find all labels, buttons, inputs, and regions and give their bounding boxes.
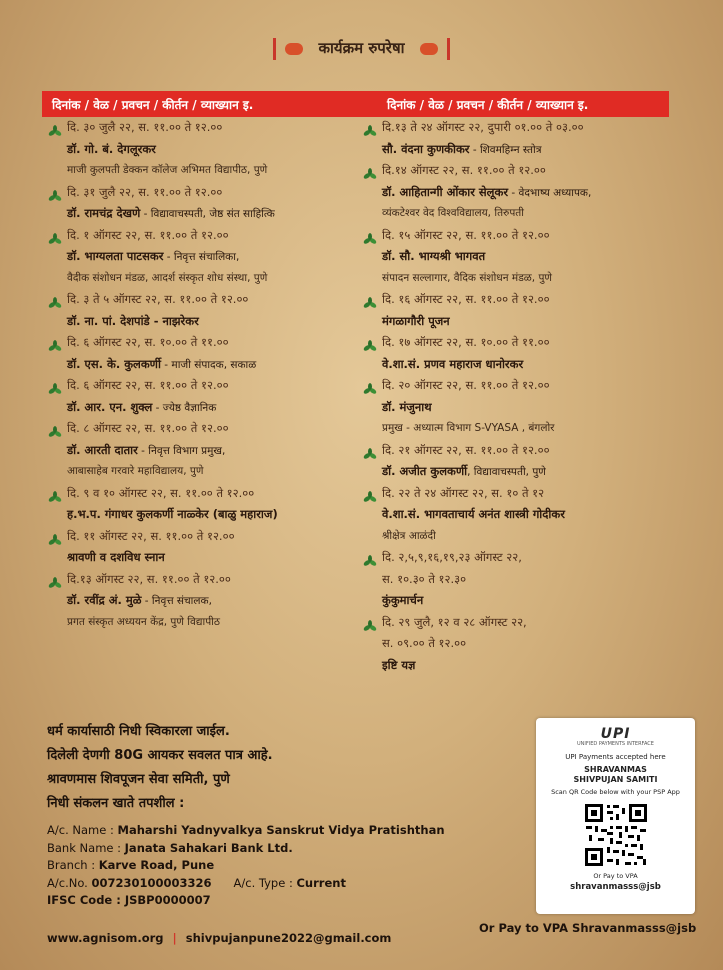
entry-speaker xyxy=(360,251,680,273)
speaker-name: डॉ. रामचंद्र देखणे xyxy=(67,206,141,220)
entry-date-text: दि. ८ ऑगस्ट २२, स. ११.०० ते १२.०० xyxy=(67,421,229,435)
acno-label: A/c.No. xyxy=(47,875,92,890)
schedule-entry xyxy=(45,294,365,337)
entry-date xyxy=(45,122,365,144)
entry-date xyxy=(360,614,680,639)
entry-date-text: दि. २९ जुलै, १२ व २८ ऑगस्ट २२, xyxy=(382,614,527,629)
entry-date-text: दि. १ ऑगस्ट २२, स. ११.०० ते १२.०० xyxy=(67,227,229,242)
donation-line: श्रावणमास शिवपूजन सेवा समिती, पुणे xyxy=(47,772,230,787)
leaf-icon xyxy=(48,124,62,138)
entry-date-text: दि. १७ ऑगस्ट २२, स. १०.०० ते ११.०० xyxy=(382,335,550,349)
entry-speaker xyxy=(45,552,365,574)
entry-subtitle: प्रमुख - अध्यात्म विभाग S-VYASA , बंगलोर xyxy=(382,422,555,434)
leaf-icon xyxy=(48,576,62,590)
entry-date-text: दि. २२ ते २४ ऑगस्ट २२, स. १० ते १२ xyxy=(382,485,545,500)
donation-info xyxy=(47,720,273,816)
schedule-entry xyxy=(360,380,680,445)
leaf-icon xyxy=(363,619,377,633)
speaker-name: डॉ. आर. एन. शुक्ल xyxy=(67,399,153,414)
email-link[interactable]: shivpujanpune2022@gmail.com xyxy=(185,931,392,945)
entry-date-text: दि. ६ ऑगस्ट २२, स. १०.०० ते ११.०० xyxy=(67,335,229,349)
entry-date xyxy=(45,571,365,596)
speaker-description: - ज्येष्ठ वैज्ञानिक xyxy=(152,401,217,414)
entry-subtitle: माजी कुलपती डेक्कन कॉलेज अभिमत विद्यापीठ, पुणे xyxy=(67,164,268,176)
speaker-name: डॉ. आरती दातार xyxy=(67,442,138,457)
entry-speaker xyxy=(45,251,365,273)
flower-icon-left xyxy=(285,43,303,55)
entry-speaker xyxy=(360,141,680,166)
ifsc-label: IFSC Code : xyxy=(47,893,125,907)
leaf-icon xyxy=(48,490,62,504)
entry-speaker xyxy=(360,466,680,488)
entry-date-text: दि. ३१ जुलै २२, स. ११.०० ते १२.०० xyxy=(67,184,223,199)
donation-line: निधी संकलन खाते तपशील : xyxy=(47,796,185,811)
entry-subtitle: वैदीक संशोधन मंडळ, आदर्श संस्कृत शोध संस्था, पुणे xyxy=(67,271,268,284)
entry-speaker xyxy=(360,509,680,531)
speaker-description: - निवृत्त विभाग प्रमुख, xyxy=(137,444,226,457)
speaker-name: डॉ. एस. के. कुलकर्णी xyxy=(67,356,161,371)
speaker-name: वे.शा.सं. भागवताचार्य अनंत शास्त्री गोदीकर xyxy=(382,507,565,521)
entry-date xyxy=(360,552,680,574)
entry-speaker xyxy=(45,356,365,381)
entry-date xyxy=(45,380,365,402)
bank-name: Janata Sahakari Bank Ltd. xyxy=(124,840,293,855)
schedule-entry xyxy=(360,614,680,682)
leaf-icon xyxy=(48,425,62,439)
page-title: कार्यक्रम रुपरेषा xyxy=(318,39,405,57)
bank-details xyxy=(47,822,445,910)
speaker-name: इष्टि यज्ञ xyxy=(382,657,416,672)
speaker-name: डॉ. सौ. भाग्यश्री भागवत xyxy=(382,249,486,263)
entry-speaker xyxy=(45,313,365,338)
leaf-icon xyxy=(363,232,377,246)
qr-code[interactable] xyxy=(583,802,649,868)
entry-date xyxy=(45,184,365,209)
right-schedule-column xyxy=(360,122,680,681)
branch-label: Branch : xyxy=(47,858,99,872)
header-left: दिनांक / वेळ / प्रवचन / कीर्तन / व्याख्यान इ. xyxy=(52,98,254,112)
title-bar-left xyxy=(273,38,276,60)
schedule-entry xyxy=(45,184,365,230)
schedule-entry xyxy=(360,294,680,337)
entry-date-text: दि. १६ ऑगस्ट २२, स. ११.०० ते १२.०० xyxy=(382,292,550,306)
schedule-entry xyxy=(360,485,680,553)
entry-speaker xyxy=(360,356,680,381)
entry-date xyxy=(45,528,365,553)
entry-date xyxy=(360,165,680,187)
leaf-icon xyxy=(363,490,377,504)
speaker-name: ह.भ.प. गंगाधर कुलकर्णी नाळ्केर (बाळु महाराज) xyxy=(67,507,278,521)
entry-speaker xyxy=(45,208,365,230)
speaker-description: - शिवमहिम्न स्तोत्र xyxy=(469,143,542,156)
entry-time: स. ०९.०० ते १२.०० xyxy=(382,636,467,650)
title-bar-right xyxy=(447,38,450,60)
donation-line: दिलेली देणगी 80G आयकर सवलत पात्र आहे. xyxy=(47,748,273,763)
or-pay-vpa: Or Pay to VPA Shravanmasss@jsb xyxy=(479,921,697,935)
leaf-icon xyxy=(363,554,377,568)
upi-accepted-text: UPI Payments accepted here xyxy=(565,753,666,761)
leaf-icon xyxy=(48,232,62,246)
speaker-name: डॉ. ना. पां. देशपांडे - नाझरेकर xyxy=(67,313,199,328)
entry-time: स. १०.३० ते १२.३० xyxy=(382,571,467,586)
footer-contact xyxy=(47,931,391,945)
account-name: Maharshi Yadnyvalkya Sanskrut Vidya Pratishthan xyxy=(117,823,445,837)
schedule-entry xyxy=(360,165,680,230)
leaf-icon xyxy=(48,189,62,203)
entry-speaker xyxy=(45,442,365,467)
entry-date-text: दि.१३ ते २४ ऑगस्ट २२, दुपारी ०१.०० ते ०३.०० xyxy=(382,120,584,134)
schedule-entry xyxy=(45,227,365,295)
header-band xyxy=(42,91,669,117)
actype-label: A/c. Type : xyxy=(233,875,297,890)
speaker-description: - वेदभाष्य अध्यापक, xyxy=(508,186,592,199)
entry-date-text: दि.१३ ऑगस्ट २२, स. ११.०० ते १२.०० xyxy=(67,571,231,586)
entry-speaker xyxy=(360,595,680,617)
acname-label: A/c. Name : xyxy=(47,823,118,837)
speaker-name: डॉ. रवींद्र अं. मुळे xyxy=(67,593,142,607)
entry-date-text: दि. ३० जुलै २२, स. ११.०० ते १२.०० xyxy=(67,120,223,134)
speaker-description: - माजी संपादक, सकाळ xyxy=(160,358,257,371)
entry-date xyxy=(360,380,680,402)
speaker-description: , विद्यावाचस्पती, पुणे xyxy=(467,466,546,478)
entry-date xyxy=(45,227,365,252)
account-type: Current xyxy=(296,875,346,890)
donation-line: धर्म कार्यासाठी निधी स्विकारला जाईल. xyxy=(47,724,230,739)
schedule-entry xyxy=(45,423,365,488)
upi-logo-subtitle: UNIFIED PAYMENTS INTERFACE xyxy=(577,741,654,747)
leaf-icon xyxy=(363,339,377,353)
entry-date xyxy=(45,294,365,316)
schedule-entry xyxy=(360,552,680,617)
speaker-name: डॉ. भाग्यलता पाटसकर xyxy=(67,249,164,263)
speaker-description: - विद्यावाचस्पती, जेष्ठ संत साहित्कि xyxy=(140,208,275,220)
schedule-entry xyxy=(360,122,680,165)
entry-subtitle: प्रगत संस्कृत अध्ययन केंद्र, पुणे विद्यापीठ xyxy=(67,615,220,628)
speaker-name: मंगळागौरी पूजन xyxy=(382,313,450,328)
ifsc-code: JSBP0000007 xyxy=(124,893,211,907)
footer-separator: | xyxy=(172,931,177,945)
entry-date xyxy=(360,337,680,359)
speaker-name: डॉ. आहितान्गी ओंकार सेलूकर xyxy=(382,184,509,199)
entry-date xyxy=(360,227,680,252)
entry-speaker xyxy=(360,184,680,209)
schedule-entry xyxy=(360,442,680,488)
leaf-icon xyxy=(48,339,62,353)
entry-subtitle: आबासाहेब गरवारे महाविद्यालय, पुणे xyxy=(67,465,204,477)
entry-speaker xyxy=(45,509,365,531)
entry-date xyxy=(360,294,680,316)
entry-date-text: दि. २० ऑगस्ट २२, स. ११.०० ते १२.०० xyxy=(382,378,550,392)
schedule-entry xyxy=(45,122,365,187)
branch-name: Karve Road, Pune xyxy=(98,858,215,872)
entry-date xyxy=(45,423,365,445)
speaker-name: सौ. वंदना कुणकीकर xyxy=(382,141,470,156)
schedule-entry xyxy=(45,571,365,639)
entry-date xyxy=(360,442,680,467)
leaf-icon xyxy=(363,447,377,461)
entry-date-text: दि.१४ ऑगस्ट २२, स. ११.०० ते १२.०० xyxy=(382,163,546,177)
entry-date-text: दि. ६ ऑगस्ट २२, स. ११.०० ते १२.०० xyxy=(67,378,229,392)
speaker-name: डॉ. मंजुनाथ xyxy=(382,399,432,414)
entry-speaker xyxy=(45,141,365,166)
entry-date-text: दि. ३ ते ५ ऑगस्ट २२, स. ११.०० ते १२.०० xyxy=(67,292,249,306)
speaker-name: श्रावणी व दशविध स्नान xyxy=(67,550,165,564)
upi-payee-name-1: SHRAVANMAS xyxy=(584,765,647,774)
flower-icon-right xyxy=(420,43,438,55)
speaker-description: - निवृत्त संचालिका, xyxy=(163,251,240,263)
entry-date xyxy=(360,122,680,144)
upi-or-text: Or Pay to VPA xyxy=(593,872,638,880)
entry-date-text: दि. ११ ऑगस्ट २२, स. ११.०० ते १२.०० xyxy=(67,528,235,543)
entry-date-text: दि. २,५,९,१६,१९,२३ ऑगस्ट २२, xyxy=(382,550,522,564)
schedule-entry xyxy=(45,337,365,380)
speaker-name: डॉ. अजीत कुलकर्णी xyxy=(382,464,468,478)
leaf-icon xyxy=(363,382,377,396)
entry-date-text: दि. १५ ऑगस्ट २२, स. ११.०० ते १२.०० xyxy=(382,227,550,242)
speaker-description: - निवृत्त संचालक, xyxy=(141,595,212,607)
header-right: दिनांक / वेळ / प्रवचन / कीर्तन / व्याख्यान इ. xyxy=(387,98,589,112)
entry-subtitle: श्रीक्षेत्र आळंदी xyxy=(382,529,436,542)
schedule-entry xyxy=(360,337,680,380)
entry-speaker xyxy=(360,313,680,338)
leaf-icon xyxy=(48,382,62,396)
schedule-entry xyxy=(360,227,680,295)
upi-scan-text: Scan QR Code below with your PSP App xyxy=(551,788,680,796)
entry-speaker xyxy=(360,399,680,424)
entry-date xyxy=(360,485,680,510)
entry-speaker xyxy=(360,657,680,682)
entry-subtitle: संपादन सल्लागार, वैदिक संशोधन मंडळ, पुणे xyxy=(382,271,553,284)
entry-speaker xyxy=(45,399,365,424)
speaker-name: डॉ. गो. बं. देगलूरकर xyxy=(67,141,156,156)
entry-date-text: दि. ९ व १० ऑगस्ट २२, स. ११.०० ते १२.०० xyxy=(67,485,255,500)
title-block xyxy=(0,36,723,60)
entry-subtitle: व्यंकटेश्वर वेद विश्वविद्यालय, तिरुपती xyxy=(382,207,525,219)
entry-date xyxy=(45,337,365,359)
upi-vpa: shravanmasss@jsb xyxy=(570,882,661,892)
leaf-icon xyxy=(363,167,377,181)
leaf-icon xyxy=(363,124,377,138)
website-link[interactable]: www.agnisom.org xyxy=(47,931,164,945)
leaf-icon xyxy=(48,533,62,547)
leaf-icon xyxy=(48,296,62,310)
upi-card xyxy=(536,718,695,914)
bankname-label: Bank Name : xyxy=(47,840,125,855)
leaf-icon xyxy=(363,296,377,310)
entry-date-text: दि. २१ ऑगस्ट २२, स. ११.०० ते १२.०० xyxy=(382,442,550,457)
entry-speaker xyxy=(45,595,365,617)
qr-code-image xyxy=(583,802,649,868)
upi-logo: UPI xyxy=(600,726,631,742)
schedule-entry xyxy=(45,528,365,574)
upi-payee-name-2: SHIVPUJAN SAMITI xyxy=(573,775,658,784)
speaker-name: कुंकुमार्चन xyxy=(382,593,424,607)
account-number: 007230100003326 xyxy=(91,875,212,890)
schedule-entry xyxy=(45,485,365,531)
speaker-name: वे.शा.सं. प्रणव महाराज धानोरकर xyxy=(382,356,524,371)
entry-date xyxy=(45,485,365,510)
left-schedule-column xyxy=(45,122,365,638)
schedule-entry xyxy=(45,380,365,423)
